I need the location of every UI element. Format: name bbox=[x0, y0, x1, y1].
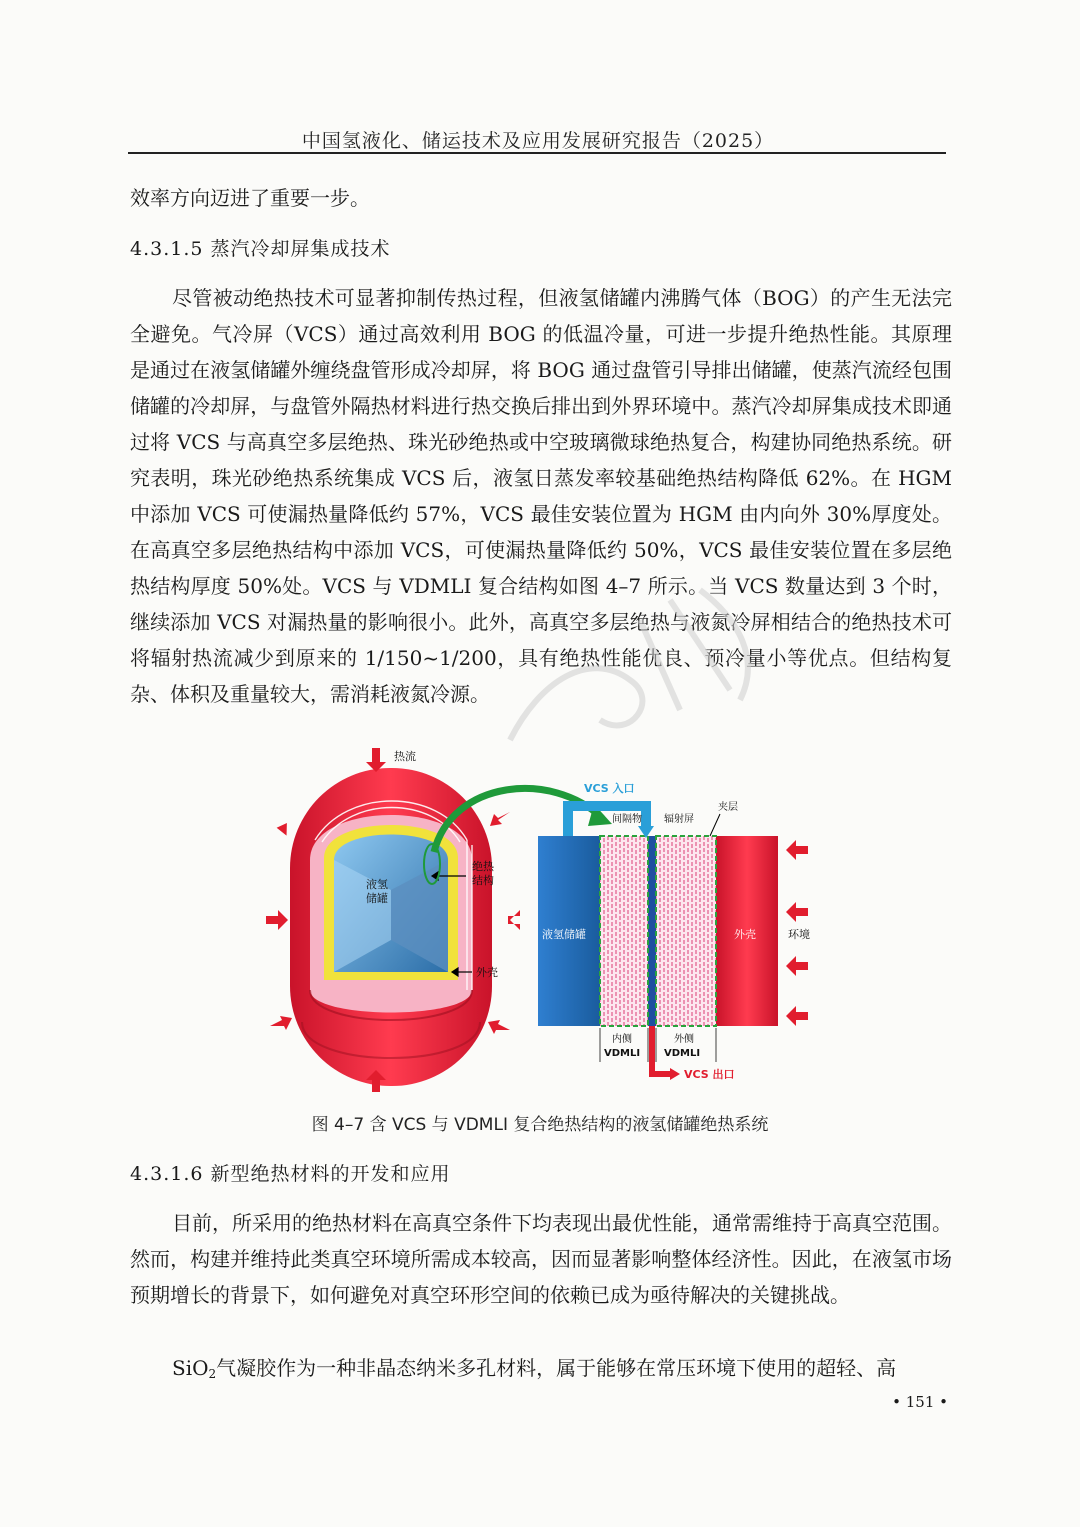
label-insulation-2: 结构 bbox=[472, 874, 494, 887]
label-vcs-outlet: VCS 出口 bbox=[684, 1068, 735, 1081]
label-environment: 环境 bbox=[788, 928, 810, 941]
section-heading-4-3-1-5: 4.3.1.5 蒸汽冷却屏集成技术 bbox=[130, 238, 391, 260]
sio2-formula: SiO bbox=[172, 1356, 209, 1380]
header-rule bbox=[128, 152, 946, 154]
tank-cutaway bbox=[290, 768, 492, 1086]
paragraph-vcs: 尽管被动绝热技术可显著抑制传热过程，但液氢储罐内沸腾气体（BOG）的产生无法完全避免。气冷屏（VCS）通过高效利用 BOG 的低温冷量，可进一步提升绝热性能。其原理是通过在液氢储罐外缠绕盘管形成冷却屏，将 BOG 通过盘管引导排出储罐，使蒸汽流经包围储罐的冷却屏，与盘管外隔热材料进行热交换后排出到外界环境中。蒸汽冷却屏集成技术即通过将 VCS 与高真空多层绝热、珠光砂绝热或中空玻璃微球绝热复合，构建协同绝热系统。研究表明，珠光砂绝热系统集成 VCS 后，液氢日蒸发率较基础绝热结构降低 62%。在 HGM 中添加 VCS 可使漏热量降低约 57%，VCS 最佳安装位置为 HGM 由内向外 30%厚度处。在高真空多层绝热结构中添加 VCS，可使漏热量降低约 50%，VCS 最佳安装位置在多层绝热结构厚度 50%处。VCS 与 VDMLI 复合结构如图 4–7 所示。当 VCS 数量达到 3 个时，继续添加 VCS 对漏热量的影响很小。此外，高真空多层绝热与液氮冷屏相结合的绝热技术可将辐射热流减少到原来的 1/150~1/200，具有绝热性能优良、预冷量小等优点。但结构复杂、体积及重量较大，需消耗液氮冷源。 bbox=[130, 286, 952, 706]
label-insulation-1: 绝热 bbox=[472, 860, 494, 873]
label-outer-shell: 外壳 bbox=[734, 928, 756, 941]
label-outer-vdmli-2: VDMLI bbox=[664, 1048, 701, 1059]
section-heading-4-3-1-6: 4.3.1.6 新型绝热材料的开发和应用 bbox=[130, 1163, 451, 1185]
label-inner-vdmli-1: 内侧 bbox=[612, 1034, 632, 1045]
label-outer-vdmli-1: 外侧 bbox=[674, 1034, 694, 1045]
label-radiation-shield: 辐射屏 bbox=[664, 814, 694, 825]
label-lh2-tank: 液氢储罐 bbox=[542, 928, 586, 941]
label-heat-flow: 热流 bbox=[394, 750, 416, 763]
figure-caption: 图 4–7 含 VCS 与 VDMLI 复合绝热结构的液氢储罐绝热系统 bbox=[311, 1115, 769, 1135]
sio2-subscript: 2 bbox=[208, 1367, 217, 1381]
paragraph-vacuum: 目前，所采用的绝热材料在高真空条件下均表现出最优性能，通常需维持于高真空范围。然而，构建并维持此类真空环境所需成本较高，因而显著影响整体经济性。因此，在液氢市场预期增长的背景下，如何避免对真空环形空间的依赖已成为亟待解决的关键挑战。 bbox=[130, 1211, 952, 1307]
label-tank-2: 储罐 bbox=[366, 892, 388, 905]
label-tank-1: 液氢 bbox=[366, 878, 388, 891]
label-shell: 外壳 bbox=[476, 966, 498, 979]
label-interlayer: 夹层 bbox=[718, 802, 738, 813]
label-spacer: 间隔物 bbox=[612, 814, 642, 825]
label-vcs-inlet: VCS 入口 bbox=[584, 782, 635, 795]
figure-4-7 bbox=[262, 740, 822, 1102]
paragraph-aerogel bbox=[130, 1350, 952, 1392]
running-header: 中国氢液化、储运技术及应用发展研究报告（2025） bbox=[301, 130, 775, 152]
paragraph-continuation: 效率方向迈进了重要一步。 bbox=[130, 186, 370, 210]
page-number: • 151 • bbox=[892, 1393, 948, 1411]
aerogel-text: 气凝胶作为一种非晶态纳米多孔材料，属于能够在常压环境下使用的超轻、高 bbox=[216, 1356, 897, 1380]
label-inner-vdmli-2: VDMLI bbox=[604, 1048, 641, 1059]
